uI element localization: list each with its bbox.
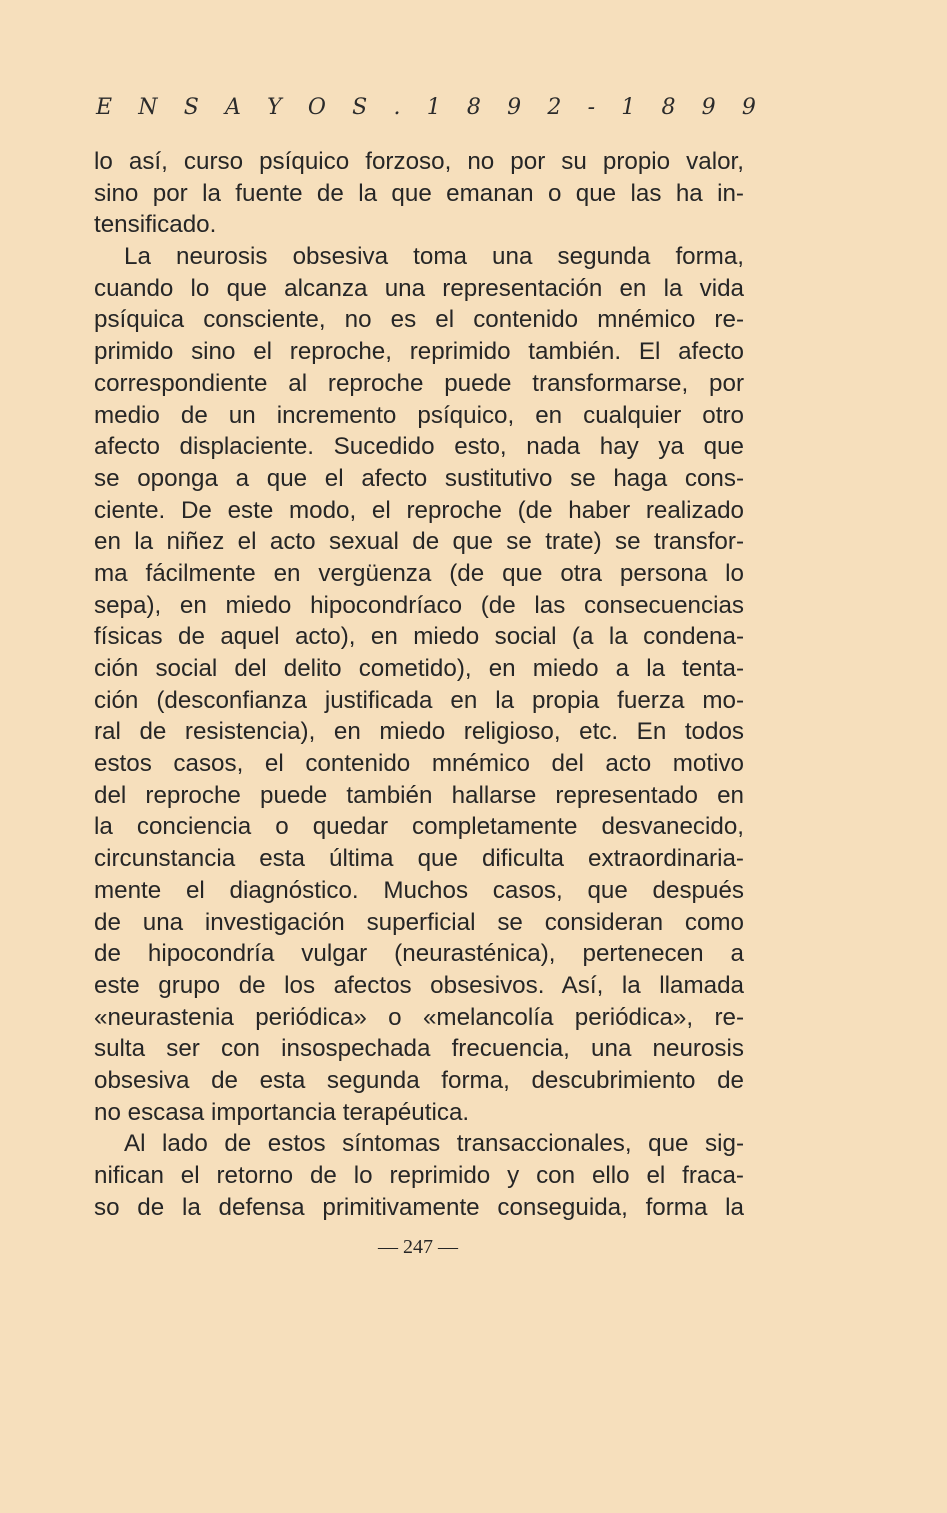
text-line: estos casos, el contenido mnémico del acto motivo: [94, 750, 744, 778]
text-line: la conciencia o quedar completamente desvanecido,: [94, 813, 744, 841]
running-head-letter: 1: [426, 94, 441, 120]
running-head-letter: 9: [741, 94, 756, 120]
running-head-letter: 1: [621, 94, 636, 120]
text-line: ción social del delito cometido), en miedo a la tenta-: [94, 655, 744, 682]
text-line: de una investigación superficial se consideran como: [94, 908, 744, 936]
text-line: medio de un incremento psíquico, en cualquier otro: [94, 401, 744, 429]
text-line: se oponga a que el afecto sustitutivo se haga cons-: [94, 464, 744, 492]
running-head-letter: O: [307, 94, 326, 120]
text-line: psíquica consciente, no es el contenido mnémico re-: [94, 306, 744, 334]
running-head-letter: 8: [466, 94, 481, 120]
running-head-letter: 8: [661, 94, 676, 120]
text-line: La neurosis obsesiva toma una segunda forma,: [124, 243, 744, 271]
running-head-letter: E: [96, 94, 113, 120]
text-line: ma fácilmente en vergüenza (de que otra persona lo: [94, 559, 744, 587]
text-line: sepa), en miedo hipocondríaco (de las consecuencias: [94, 591, 744, 619]
text-line: sino por la fuente de la que emanan o que las ha in-: [94, 179, 744, 207]
text-line: cuando lo que alcanza una representación en la vida: [94, 274, 744, 302]
text-line: correspondiente al reproche puede transformarse, por: [94, 369, 744, 397]
text-line: lo así, curso psíquico forzoso, no por su propio valor,: [94, 148, 744, 175]
text-line: afecto displaciente. Sucedido esto, nada hay ya que: [94, 433, 744, 461]
text-line: «neurastenia periódica» o «melancolía periódica», re-: [94, 1003, 744, 1031]
running-head-letter: S: [183, 94, 199, 120]
text-line: del reproche puede también hallarse representado en: [94, 781, 744, 809]
running-head-letter: Y: [267, 94, 282, 120]
text-line: no escasa importancia terapéutica.: [94, 1098, 470, 1126]
text-line: primido sino el reproche, reprimido también. El afecto: [94, 338, 744, 366]
running-head-letter: .: [393, 94, 401, 120]
running-head-letter: 9: [701, 94, 716, 120]
text-line: circunstancia esta última que dificulta extraordinaria-: [94, 845, 744, 873]
running-head-letter: 2: [547, 94, 562, 120]
text-line: físicas de aquel acto), en miedo social (a la condena-: [94, 623, 744, 651]
text-line: Al lado de estos síntomas transaccionales, que sig-: [124, 1130, 744, 1158]
text-line: nifican el retorno de lo reprimido y con ello el fraca-: [94, 1162, 744, 1189]
text-line: sulta ser con insospechada frecuencia, una neurosis: [94, 1035, 744, 1063]
running-head-letter: N: [138, 94, 158, 120]
text-line: so de la defensa primitivamente conseguida, forma la: [94, 1193, 744, 1221]
text-line: en la niñez el acto sexual de que se trate) se transfor-: [94, 528, 744, 556]
body-text: [94, 146, 744, 1223]
text-line: ral de resistencia), en miedo religioso, etc. En todos: [94, 718, 744, 746]
page-number: — 247 —: [378, 1236, 458, 1258]
running-head: [96, 92, 756, 122]
running-head-letter: A: [225, 94, 241, 120]
text-line: obsesiva de esta segunda forma, descubrimiento de: [94, 1066, 744, 1094]
text-line: ciente. De este modo, el reproche (de haber realizado: [94, 496, 744, 524]
running-head-letter: 9: [507, 94, 522, 120]
running-head-letter: -: [587, 94, 595, 120]
text-line: de hipocondría vulgar (neurasténica), pertenecen a: [94, 940, 744, 968]
running-head-letter: S: [352, 94, 368, 120]
text-line: ción (desconfianza justificada en la propia fuerza mo-: [94, 686, 744, 714]
text-line: este grupo de los afectos obsesivos. Así, la llamada: [94, 971, 744, 999]
text-line: tensificado.: [94, 211, 217, 239]
text-line: mente el diagnóstico. Muchos casos, que después: [94, 876, 744, 904]
